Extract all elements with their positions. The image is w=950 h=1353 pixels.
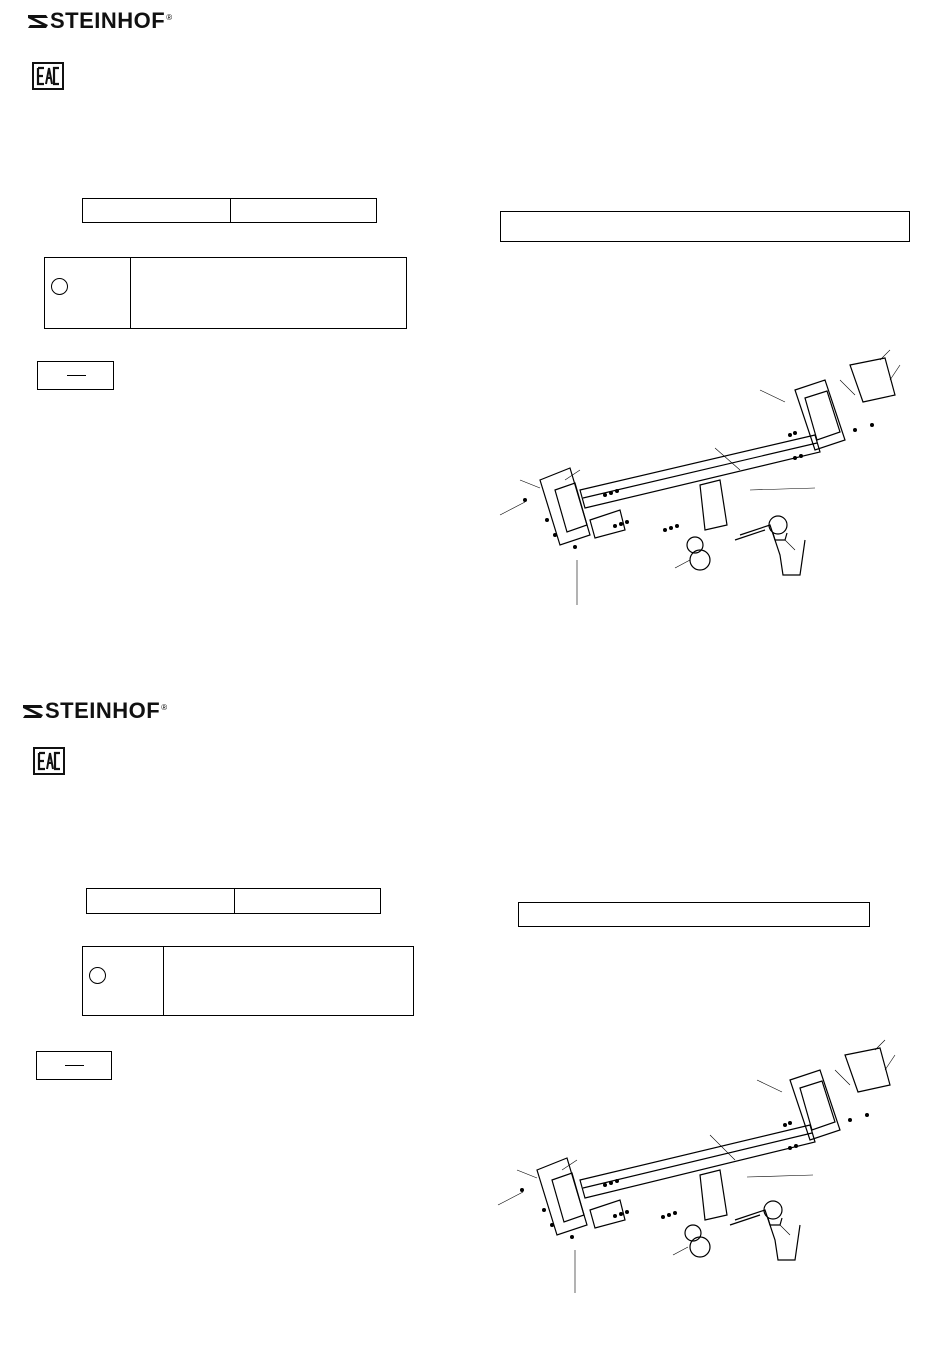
weight-table-2 — [82, 946, 414, 1016]
model-table — [82, 198, 377, 223]
registered-mark: ® — [166, 12, 173, 22]
model-table-divider — [230, 199, 231, 222]
model-table-divider — [234, 889, 235, 913]
eac-certification-icon — [32, 62, 64, 90]
eac-mark — [32, 62, 64, 90]
fraction-line — [67, 375, 86, 376]
circle-marker — [89, 967, 106, 984]
brand-name: STEINHOF — [45, 698, 161, 723]
steinhof-swoosh-icon — [21, 701, 45, 721]
circle-marker — [51, 278, 68, 295]
steinhof-swoosh-icon — [26, 11, 50, 31]
weight-table — [44, 257, 407, 329]
registered-mark: ® — [161, 702, 168, 712]
weight-table-divider — [163, 947, 164, 1015]
brand-logo-2 — [21, 698, 167, 724]
fraction-box — [37, 361, 114, 390]
weight-table-divider — [130, 258, 131, 328]
eac-mark-2 — [33, 747, 65, 775]
vehicle-name-box — [500, 211, 910, 242]
tow-bar-assembly-drawing-2 — [495, 1025, 915, 1300]
fraction-line — [65, 1065, 84, 1066]
model-table-2 — [86, 888, 381, 914]
brand-logo — [26, 8, 172, 34]
tow-bar-assembly-drawing — [495, 340, 920, 620]
fraction-box-2 — [36, 1051, 112, 1080]
brand-name: STEINHOF — [50, 8, 166, 33]
eac-certification-icon — [33, 747, 65, 775]
vehicle-name-box-2 — [518, 902, 870, 927]
